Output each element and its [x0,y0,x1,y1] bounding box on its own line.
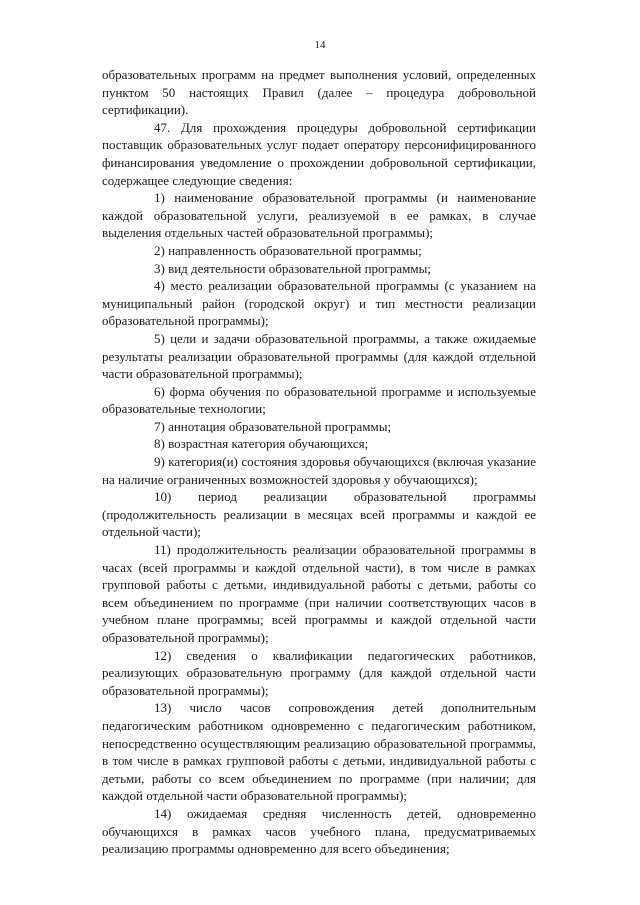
page-number: 14 [314,39,326,51]
list-item-9: 9) категория(и) состояния здоровья обучающихся (включая указание на наличие ограниченных возможностей здоровья у обучающихся); [102,454,536,487]
list-item-3: 3) вид деятельности образовательной программы; [154,260,431,276]
list-item-1: 1) наименование образовательной программы (и наименование каждой образовательной услуги, реализуемой в ее рамках, в случае выделения отдельных частей образовательной программы); [102,190,536,241]
list-item-6: 6) форма обучения по образовательной программе и используемые образовательные технологии; [102,383,536,417]
list-item-11: 11) продолжительность реализации образовательной программы в часах (всей программы и каждой отдельной части), в том числе в рамках групповой работы с детьми, индивидуальной работы с детьми, работы со всем объединением по программе (при наличии соответствующих часов в учебном плане программы; всей программы и каждой отдельной части образовательной программы); [102,542,536,645]
list-item-2: 2) направленность образовательной программы; [154,242,422,258]
document-body [102,66,536,858]
list-item-5: 5) цели и задачи образовательной программы, а также ожидаемые результаты реализации образовательной программы (для каждой отдельной части образовательной программы); [102,330,536,382]
list-item-14: 14) ожидаемая средняя численность детей, одновременно обучающихся в рамках часов учебного плана, предусматриваемых реализацию программы одновременно для всего объединения; [102,805,536,857]
list-item-10: 10) период реализации образовательной программы (продолжительность реализации в месяцах всей программы и каждой ее отдельной части); [102,489,536,540]
list-item-8: 8) возрастная категория обучающихся; [154,436,369,452]
list-item-4: 4) место реализации образовательной программы (с указанием на муниципальный район (городской округ) и тип местности реализации образовательной программы); [102,278,536,329]
list-item-7: 7) аннотация образовательной программы; [154,418,392,434]
paragraph-clause-47: 47. Для прохождения процедуры добровольной сертификации поставщик образовательных услуг подает оператору персонифицированного финансирования уведомление о прохождении добровольной сертификации, содержащее следующие сведения: [102,119,536,188]
paragraph-continuation: образовательных программ на предмет выполнения условий, определенных пунктом 50 настоящих Правил (далее – процедура добровольной сертификации). [102,67,536,118]
list-item-13: 13) число часов сопровождения детей дополнительным педагогическим работником одновременно с педагогическим работником, непосредственно осуществляющим реализацию образовательной программы, в том числе в рамках групповой работы с детьми, индивидуальной работы с детьми, работы со всем объединением по программе (при наличии; для каждой отдельной части образовательной программы); [102,700,536,804]
list-item-12: 12) сведения о квалификации педагогических работников, реализующих образовательную программу (для каждой отдельной части образовательной программы); [102,647,536,698]
